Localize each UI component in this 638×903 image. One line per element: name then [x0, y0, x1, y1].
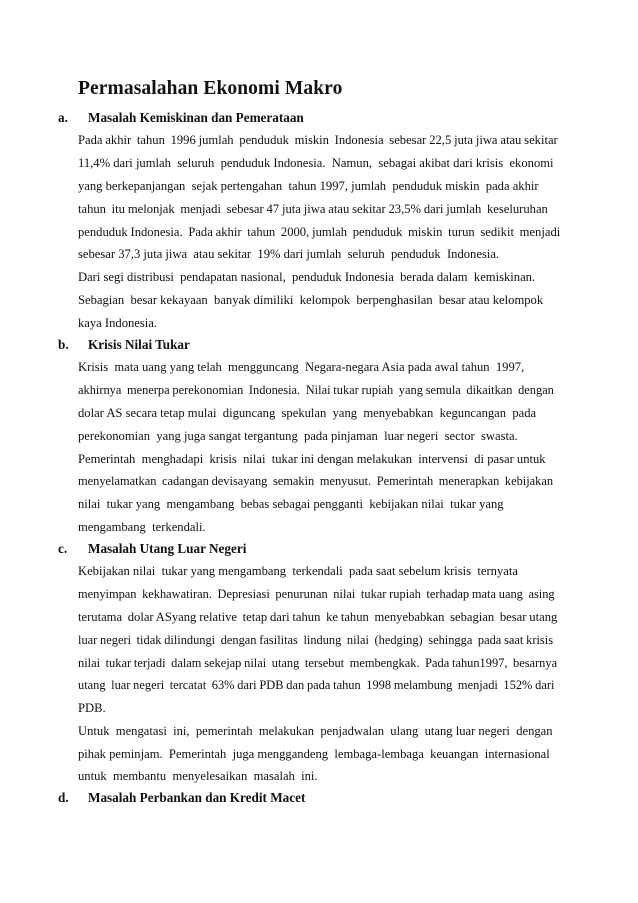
section-title: Masalah Perbankan dan Kredit Macet [88, 790, 306, 805]
paragraph-line: Untuk mengatasi ini, pemerintah melakukan penjadwalan ulang utang luar negeri dengan [78, 724, 553, 738]
section-title: Krisis Nilai Tukar [88, 337, 190, 352]
section-a-heading [58, 110, 304, 126]
paragraph-line: luar negeri tidak dilindungi dengan fasilitas lindung nilai (hedging) sehingga pada saat krisis [78, 633, 554, 647]
paragraph-line: dolar AS secara tetap mulai diguncang spekulan yang menyebabkan keguncangan pada [78, 406, 537, 420]
paragraph-line: Krisis mata uang yang telah mengguncang Negara-negara Asia pada awal tahun 1997, [78, 360, 525, 374]
paragraph-line: nilai tukar terjadi dalam sekejap nilai utang tersebut membengkak. Pada tahun1997, besarnya [78, 656, 558, 670]
section-letter: d. [58, 790, 69, 805]
paragraph-line: untuk membantu menyelesaikan masalah ini. [78, 769, 318, 783]
paragraph-line: mengambang terkendali. [78, 520, 206, 534]
paragraph-line: menyimpan kekhawatiran. Depresiasi penurunan nilai tukar rupiah terhadap mata uang asing [78, 587, 555, 601]
section-b-heading [58, 337, 190, 353]
section-letter: b. [58, 337, 69, 352]
paragraph-line: akhirnya menerpa perekonomian Indonesia. Nilai tukar rupiah yang semula dikaitkan dengan [78, 383, 554, 397]
paragraph-line: penduduk Indonesia. Pada akhir tahun 2000, jumlah penduduk miskin turun sedikit menjadi [78, 225, 561, 239]
paragraph-line: Pemerintah menghadapi krisis nilai tukar ini dengan melakukan intervensi di pasar untuk [78, 452, 546, 466]
paragraph-line: terutama dolar ASyang relative tetap dari tahun ke tahun menyebabkan sebagian besar utang [78, 610, 558, 624]
section-letter: a. [58, 110, 68, 125]
paragraph-line: 11,4% dari jumlah seluruh penduduk Indonesia. Namun, sebagai akibat dari krisis ekonomi [78, 156, 554, 170]
paragraph-line: yang berkepanjangan sejak pertengahan tahun 1997, jumlah penduduk miskin pada akhir [78, 179, 539, 193]
paragraph-line: nilai tukar yang mengambang bebas sebagai pengganti kebijakan nilai tukar yang [78, 497, 504, 511]
paragraph-line: Dari segi distribusi pendapatan nasional, penduduk Indonesia berada dalam kemiskinan. [78, 270, 536, 284]
paragraph-line: pihak peminjam. Pemerintah juga menggandeng lembaga-lembaga keuangan internasional [78, 747, 550, 761]
paragraph-line: Pada akhir tahun 1996 jumlah penduduk miskin Indonesia sebesar 22,5 juta jiwa atau sekitar [78, 133, 558, 147]
paragraph-line: utang luar negeri tercatat 63% dari PDB dan pada tahun 1998 melambung menjadi 152% dari [78, 678, 555, 692]
section-title: Masalah Utang Luar Negeri [88, 541, 247, 556]
paragraph-line: kaya Indonesia. [78, 316, 158, 330]
paragraph-line: menyelamatkan cadangan devisayang semakin menyusut. Pemerintah menerapkan kebijakan [78, 474, 554, 488]
section-c-heading [58, 541, 246, 557]
paragraph-line: Kebijakan nilai tukar yang mengambang terkendali pada saat sebelum krisis ternyata [78, 564, 518, 578]
section-d-heading [58, 790, 305, 806]
paragraph-line: Sebagian besar kekayaan banyak dimiliki kelompok berpenghasilan besar atau kelompok [78, 293, 544, 307]
paragraph-line: PDB. [78, 701, 106, 715]
section-letter: c. [58, 541, 68, 556]
paragraph-line: sebesar 37,3 juta jiwa atau sekitar 19% dari jumlah seluruh penduduk Indonesia. [78, 247, 500, 261]
paragraph-line: perekonomian yang juga sangat tergantung pada pinjaman luar negeri sector swasta. [78, 429, 518, 443]
section-title: Masalah Kemiskinan dan Pemerataan [88, 110, 304, 125]
page-title: Permasalahan Ekonomi Makro [78, 78, 343, 99]
paragraph-line: tahun itu melonjak menjadi sebesar 47 juta jiwa atau sekitar 23,5% dari jumlah keseluruhan [78, 202, 548, 216]
